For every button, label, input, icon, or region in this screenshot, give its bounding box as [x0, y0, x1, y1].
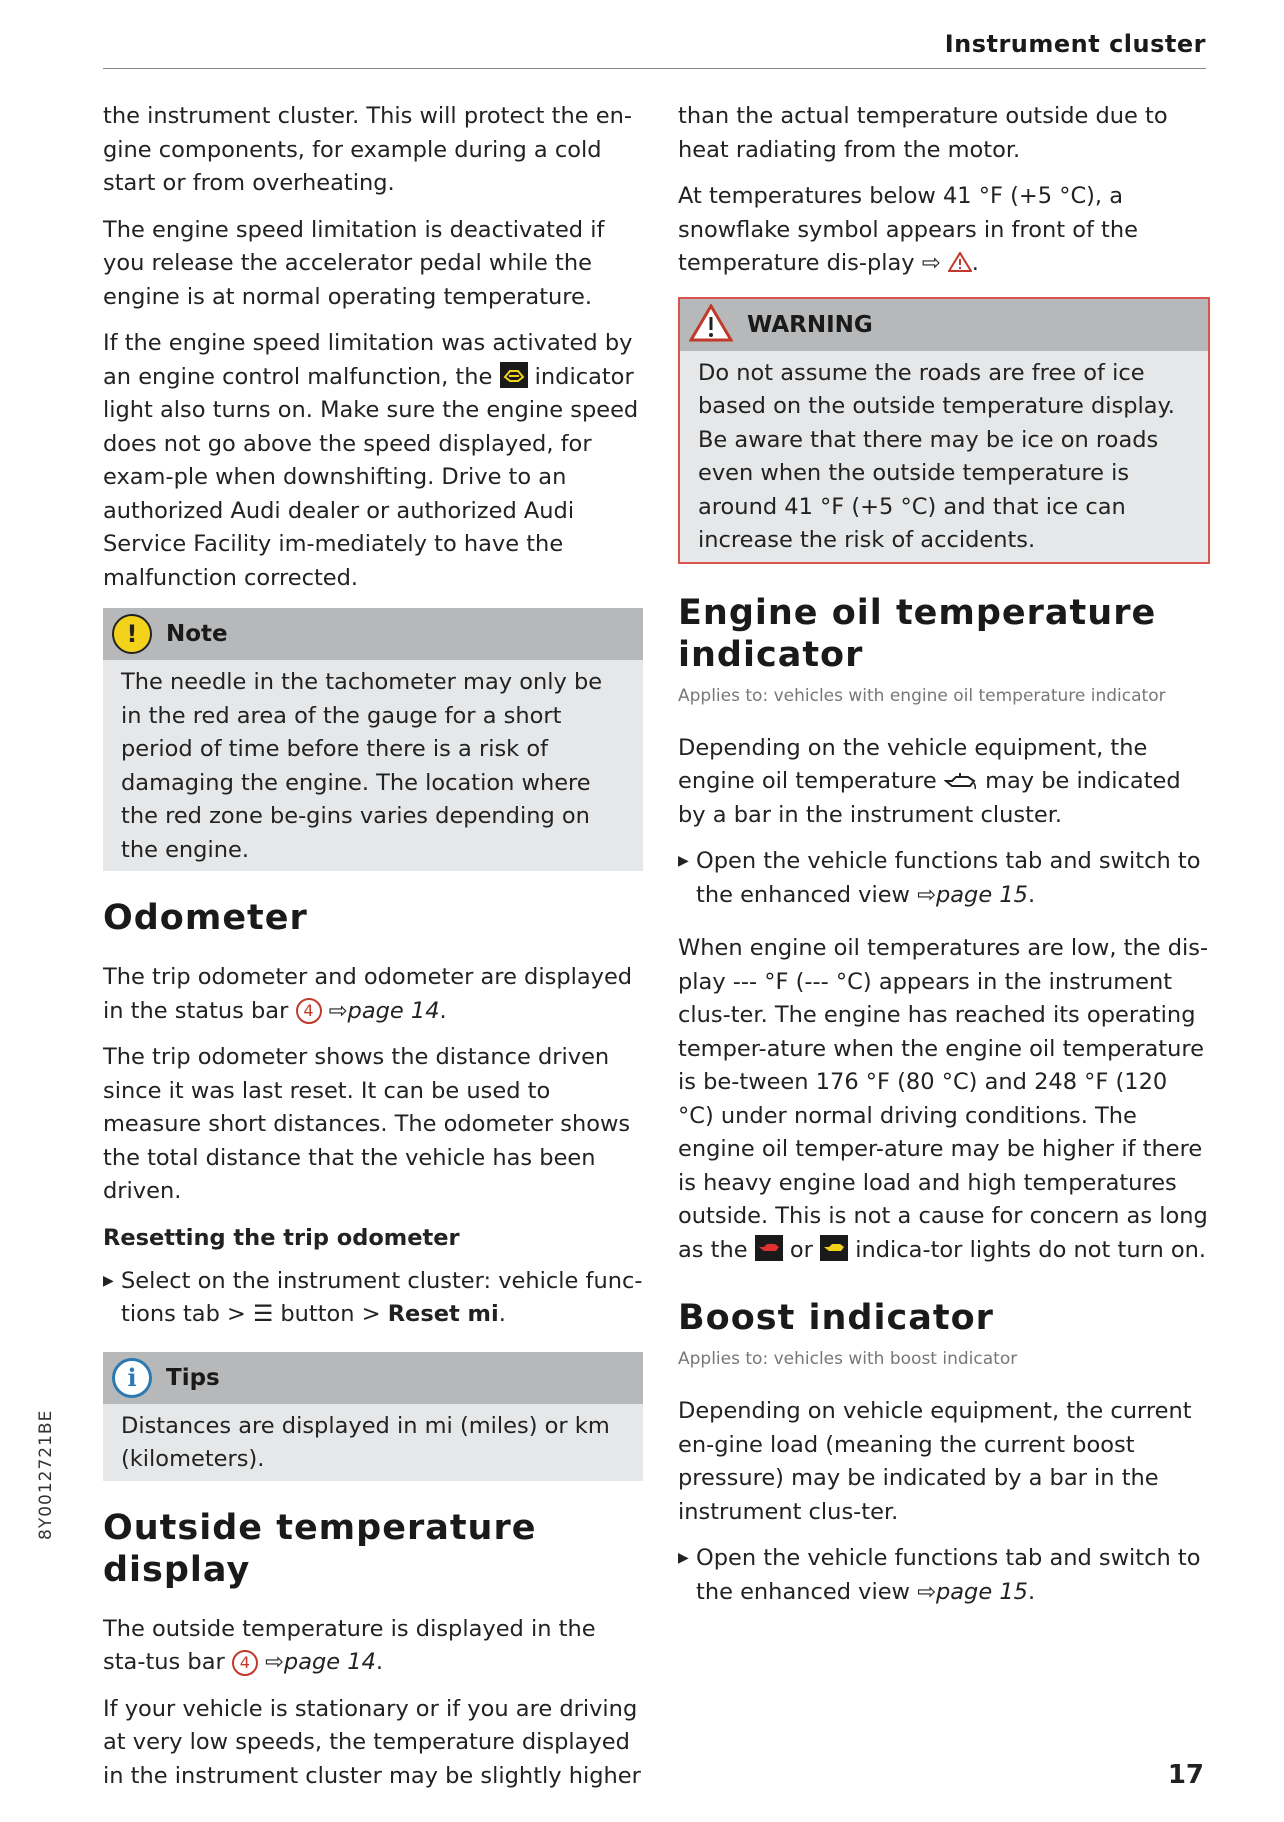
callout-badge: 4	[296, 998, 322, 1024]
bullet-triangle-icon: ▶	[678, 1550, 689, 1566]
text: At temperatures below 41 °F (+5 °C), a snowflake symbol appears in front of the temperature dis-play	[678, 183, 1138, 276]
exclamation-icon: !	[112, 614, 152, 654]
note-box	[103, 608, 643, 871]
menu-button-icon: ☰	[253, 1301, 274, 1327]
text: Open the vehicle functions tab and switch to the enhanced view	[696, 848, 1201, 908]
paragraph: The trip odometer and odometer are displayed in the status bar 4 ⇨page 14.	[103, 964, 633, 1024]
arrow-icon: ⇨	[921, 250, 941, 276]
paragraph	[678, 732, 1210, 833]
tips-label: Tips	[166, 1364, 220, 1391]
engine-speed-indicator-icon	[500, 362, 528, 388]
section-heading-odometer: Odometer	[103, 898, 308, 938]
note-header	[103, 608, 643, 660]
note-label: Note	[166, 621, 228, 647]
info-icon: i	[112, 1358, 152, 1398]
applies-to-note: Applies to: vehicles with boost indicator	[678, 1349, 1018, 1369]
applies-to-note: Applies to: vehicles with engine oil temperature indicator	[678, 685, 1166, 706]
warning-header	[680, 299, 1208, 351]
tips-text: Distances are displayed in mi (miles) or km (kilometers).	[121, 1412, 610, 1472]
arrow-icon: ⇨	[265, 1649, 284, 1675]
left-column	[103, 100, 643, 1806]
text: or	[789, 1236, 813, 1263]
text: may be indicated by a bar in the instrument cluster.	[678, 768, 1181, 828]
warning-box	[678, 297, 1210, 564]
warning-triangle-icon	[948, 250, 972, 276]
bullet-triangle-icon: ▶	[678, 853, 689, 869]
paragraph: The outside temperature is displayed in the sta-tus bar 4 ⇨page 14.	[103, 1615, 596, 1675]
right-column	[678, 100, 1210, 1622]
text: If the engine speed limitation was activated by an engine control malfunction, the	[103, 330, 633, 390]
note-text: The needle in the tachometer may only be in the red area of the gauge for a short period of time before there is a risk of damaging the engine. The location where the red zone be-gins varies depending on the engine.	[121, 669, 603, 863]
paragraph: the instrument cluster. This will protect the en-gine components, for example during a cold start or from overheating.	[103, 103, 632, 196]
paragraph: Depending on vehicle equipment, the current en-gine load (meaning the current boost pressure) may be indicated by a bar in the instrument clus-ter.	[678, 1398, 1192, 1525]
paragraph	[103, 327, 643, 595]
text: button >	[280, 1301, 381, 1327]
paragraph: than the actual temperature outside due to heat radiating from the motor.	[678, 103, 1168, 163]
oil-temp-yellow-indicator-icon	[820, 1235, 848, 1261]
warning-triangle-icon	[689, 304, 733, 346]
paragraph: At temperatures below 41 °F (+5 °C), a snowflake symbol appears in front of the temperature dis-play ⇨ .	[678, 183, 1138, 276]
bullet-triangle-icon: ▶	[103, 1272, 114, 1289]
section-heading-oil-temp: Engine oil temperature indicator	[678, 592, 1157, 675]
text: Depending on the vehicle equipment, the engine oil temperature	[678, 734, 1148, 794]
section-heading-boost: Boost indicator	[678, 1298, 994, 1338]
paragraph	[678, 932, 1210, 1267]
page-reference-link[interactable]: page 15	[935, 1578, 1028, 1605]
tips-header	[103, 1352, 643, 1404]
running-header-title: Instrument cluster	[944, 30, 1206, 58]
paragraph: If your vehicle is stationary or if you are driving at very low speeds, the temperature displayed in the instrument cluster may be slightly higher	[103, 1695, 641, 1789]
text: Select on the instrument cluster: vehicle func-tions tab >	[121, 1267, 643, 1327]
page-reference-link[interactable]: page 14	[347, 997, 440, 1024]
subheading-reset-trip: Resetting the trip odometer	[103, 1224, 460, 1251]
document-code: 8Y0012721BE	[36, 1409, 56, 1540]
reset-mi-label: Reset mi	[387, 1301, 499, 1327]
arrow-icon: ⇨	[917, 881, 936, 908]
page-reference-link[interactable]: page 15	[935, 881, 1028, 908]
oil-temp-red-indicator-icon	[755, 1235, 783, 1261]
text: indicator light also turns on. Make sure the engine speed does not go above the speed displayed, for exam-ple when downshifting. Drive to an authorized Audi dealer or authorized Audi Service Facility im-mediately to have the malfunction corrected.	[103, 363, 639, 591]
text: The trip odometer and odometer are displayed in the status bar	[103, 964, 633, 1024]
arrow-icon: ⇨	[917, 1578, 936, 1605]
instruction-step: ▶ Open the vehicle functions tab and switch to the enhanced view ⇨page 15.	[678, 1542, 1210, 1609]
paragraph: The trip odometer shows the distance driven since it was last reset. It can be used to measure short distances. The odometer shows the total distance that the vehicle has been driven.	[103, 1044, 631, 1204]
page-reference-link[interactable]: page 14	[283, 1649, 376, 1675]
arrow-icon: ⇨	[328, 997, 348, 1024]
callout-badge: 4	[232, 1650, 258, 1676]
instruction-step: ▶ Open the vehicle functions tab and switch to the enhanced view ⇨page 15.	[678, 845, 1210, 912]
text: The outside temperature is displayed in the sta-tus bar	[103, 1615, 596, 1675]
text: When engine oil temperatures are low, the dis-play --- °F (--- °C) appears in the instrument clus-ter. The engine has reached its operating temper-ature when the engine oil temperature is be-tween 176 °F (80 °C) and 248 °F (120 °C) under normal driving conditions. The engine oil temper-ature may be higher if there is heavy engine load and high temperatures outside. This is not a cause for concern as long as the	[678, 935, 1209, 1263]
oil-temperature-icon	[944, 768, 978, 794]
tips-box	[103, 1352, 643, 1481]
warning-text: Do not assume the roads are free of ice based on the outside temperature display. Be aware that there may be ice on roads even when the outside temperature is around 41 °F (+5 °C) and that ice can increase the risk of accidents.	[698, 359, 1175, 553]
paragraph: The engine speed limitation is deactivated if you release the accelerator pedal while the engine is at normal operating temperature.	[103, 216, 605, 310]
page-number: 17	[1167, 1760, 1204, 1790]
instruction-step: ▶ Select on the instrument cluster: vehicle func-tions tab > ☰ button > Reset mi.	[103, 1265, 643, 1332]
text: Open the vehicle functions tab and switch to the enhanced view	[696, 1545, 1201, 1605]
warning-label: WARNING	[747, 311, 873, 338]
text: indica-tor lights do not turn on.	[855, 1236, 1207, 1263]
section-heading-outside-temp: Outside temperature display	[103, 1507, 537, 1590]
header-rule	[103, 68, 1206, 69]
